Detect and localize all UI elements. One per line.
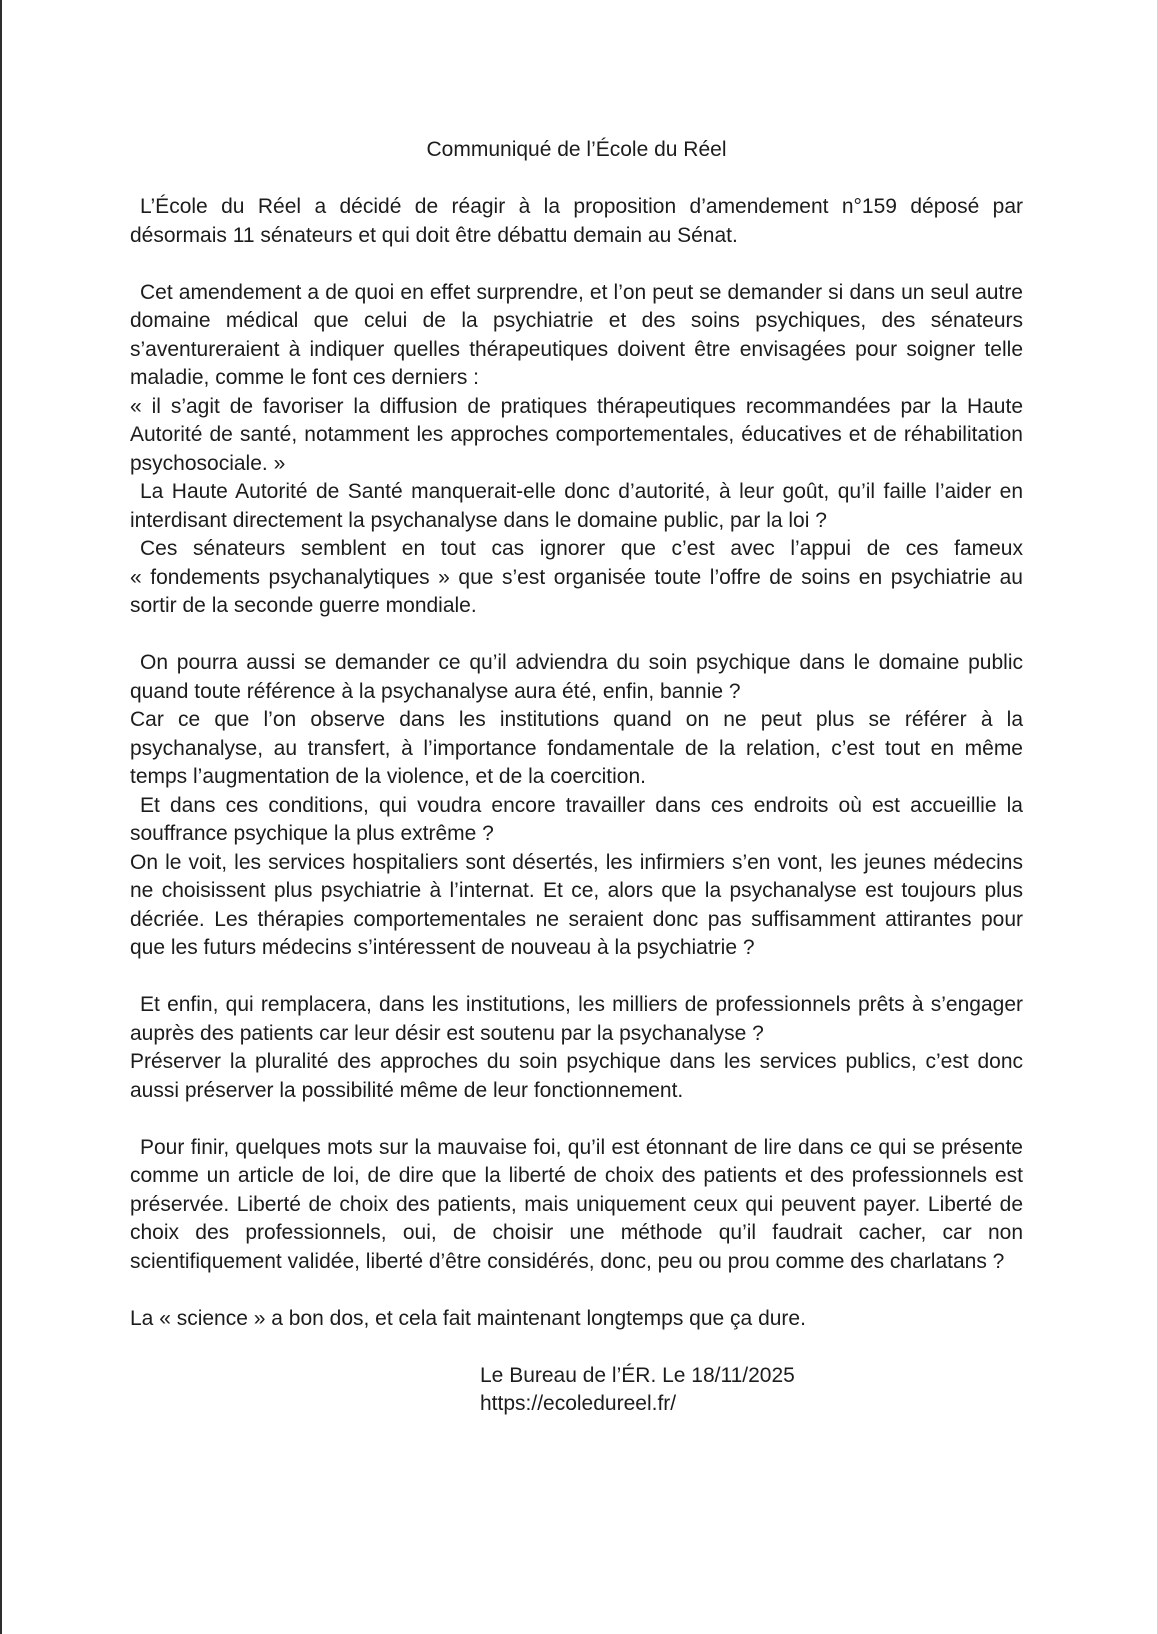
signature-author-date: Le Bureau de l’ÉR. Le 18/11/2025 bbox=[480, 1363, 795, 1387]
paragraph-pluralite: Préserver la pluralité des approches du soin psychique dans les services publics, c’est donc aussi préserver la possibilité même de leur fonctionnement. bbox=[130, 1050, 1023, 1102]
paragraph-conditions: Et dans ces conditions, qui voudra encore travailler dans ces endroits où est accueillie la souffrance psychique la plus extrême ? bbox=[130, 793, 1023, 845]
paragraph-institutions: Car ce que l’on observe dans les institutions quand on ne peut plus se référer à la psychanalyse, au transfert, à l’importance fondamentale de la relation, c’est tout en même temps l’augmentation de la violence, et de la coercition. bbox=[130, 708, 1023, 788]
paragraph-services-desertes: On le voit, les services hospitaliers sont désertés, les infirmiers s’en vont, les jeunes médecins ne choisissent plus psychiatrie à l’internat. Et ce, alors que la psychanalyse est toujours plus décriée. Les thérapies comportementales ne seraient donc pas suffisamment attirantes pour que les futurs médecins s’intéressent de nouveau à la psychiatrie ? bbox=[130, 850, 1023, 959]
paragraph-remplacement: Et enfin, qui remplacera, dans les institutions, les milliers de professionnels prêts à s’engager auprès des patients car leur désir est soutenu par la psychanalyse ? bbox=[130, 993, 1023, 1045]
paragraph-citation-loi: « il s’agit de favoriser la diffusion de pratiques thérapeutiques recommandées par la Haute Autorité de santé, notamment les approches comportementales, éducatives et de réhabilitation psychosociale. » bbox=[130, 394, 1023, 475]
paragraph-amendement: Cet amendement a de quoi en effet surprendre, et l’on peut se demander si dans un seul autre domaine médical que celui de la psychiatrie et des soins psychiques, des sénateurs s’aventureraient à indiquer quelles thérapeutiques doivent être envisagées pour soigner telle maladie, comme le font ces derniers : bbox=[130, 280, 1023, 389]
document-title: Communiqué de l’École du Réel bbox=[426, 138, 727, 161]
paragraph-mauvaise-foi: Pour finir, quelques mots sur la mauvaise foi, qu’il est étonnant de lire dans ce qui se présente comme un article de loi, de dire que la liberté de choix des patients et des professionnels est préservée. Liberté de choix des patients, mais uniquement ceux qui peuvent payer. Liberté de choix des professionnels, oui, de choisir une méthode qu’il faudrait cacher, car non scientifiquement validée, liberté d’être considérés, donc, peu ou prou comme des charlatans ? bbox=[130, 1135, 1023, 1273]
paragraph-senateurs: Ces sénateurs semblent en tout cas ignorer que c’est avec l’appui de ces fameux « fondements psychanalytiques » que s’est organisée toute l’offre de soins en psychiatrie au sortir de la seconde guerre mondiale. bbox=[130, 537, 1023, 617]
signature-url: https://ecoledureel.fr/ bbox=[480, 1392, 677, 1415]
document-page bbox=[2, 0, 1157, 1419]
paragraph-soin-psychique: On pourra aussi se demander ce qu’il adviendra du soin psychique dans le domaine public quand toute référence à la psychanalyse aura été, enfin, bannie ? bbox=[130, 651, 1023, 703]
signature-block bbox=[480, 1362, 1023, 1419]
paragraph-haute-autorite: La Haute Autorité de Santé manquerait-elle donc d’autorité, à leur goût, qu’il faille l’aider en interdisant directement la psychanalyse dans le domaine public, par la loi ? bbox=[130, 480, 1023, 532]
paragraph-science: La « science » a bon dos, et cela fait maintenant longtemps que ça dure. bbox=[130, 1306, 806, 1330]
paragraph-intro: L’École du Réel a décidé de réagir à la proposition d’amendement n°159 déposé par désormais 11 sénateurs et qui doit être débattu demain au Sénat. bbox=[130, 195, 1023, 247]
